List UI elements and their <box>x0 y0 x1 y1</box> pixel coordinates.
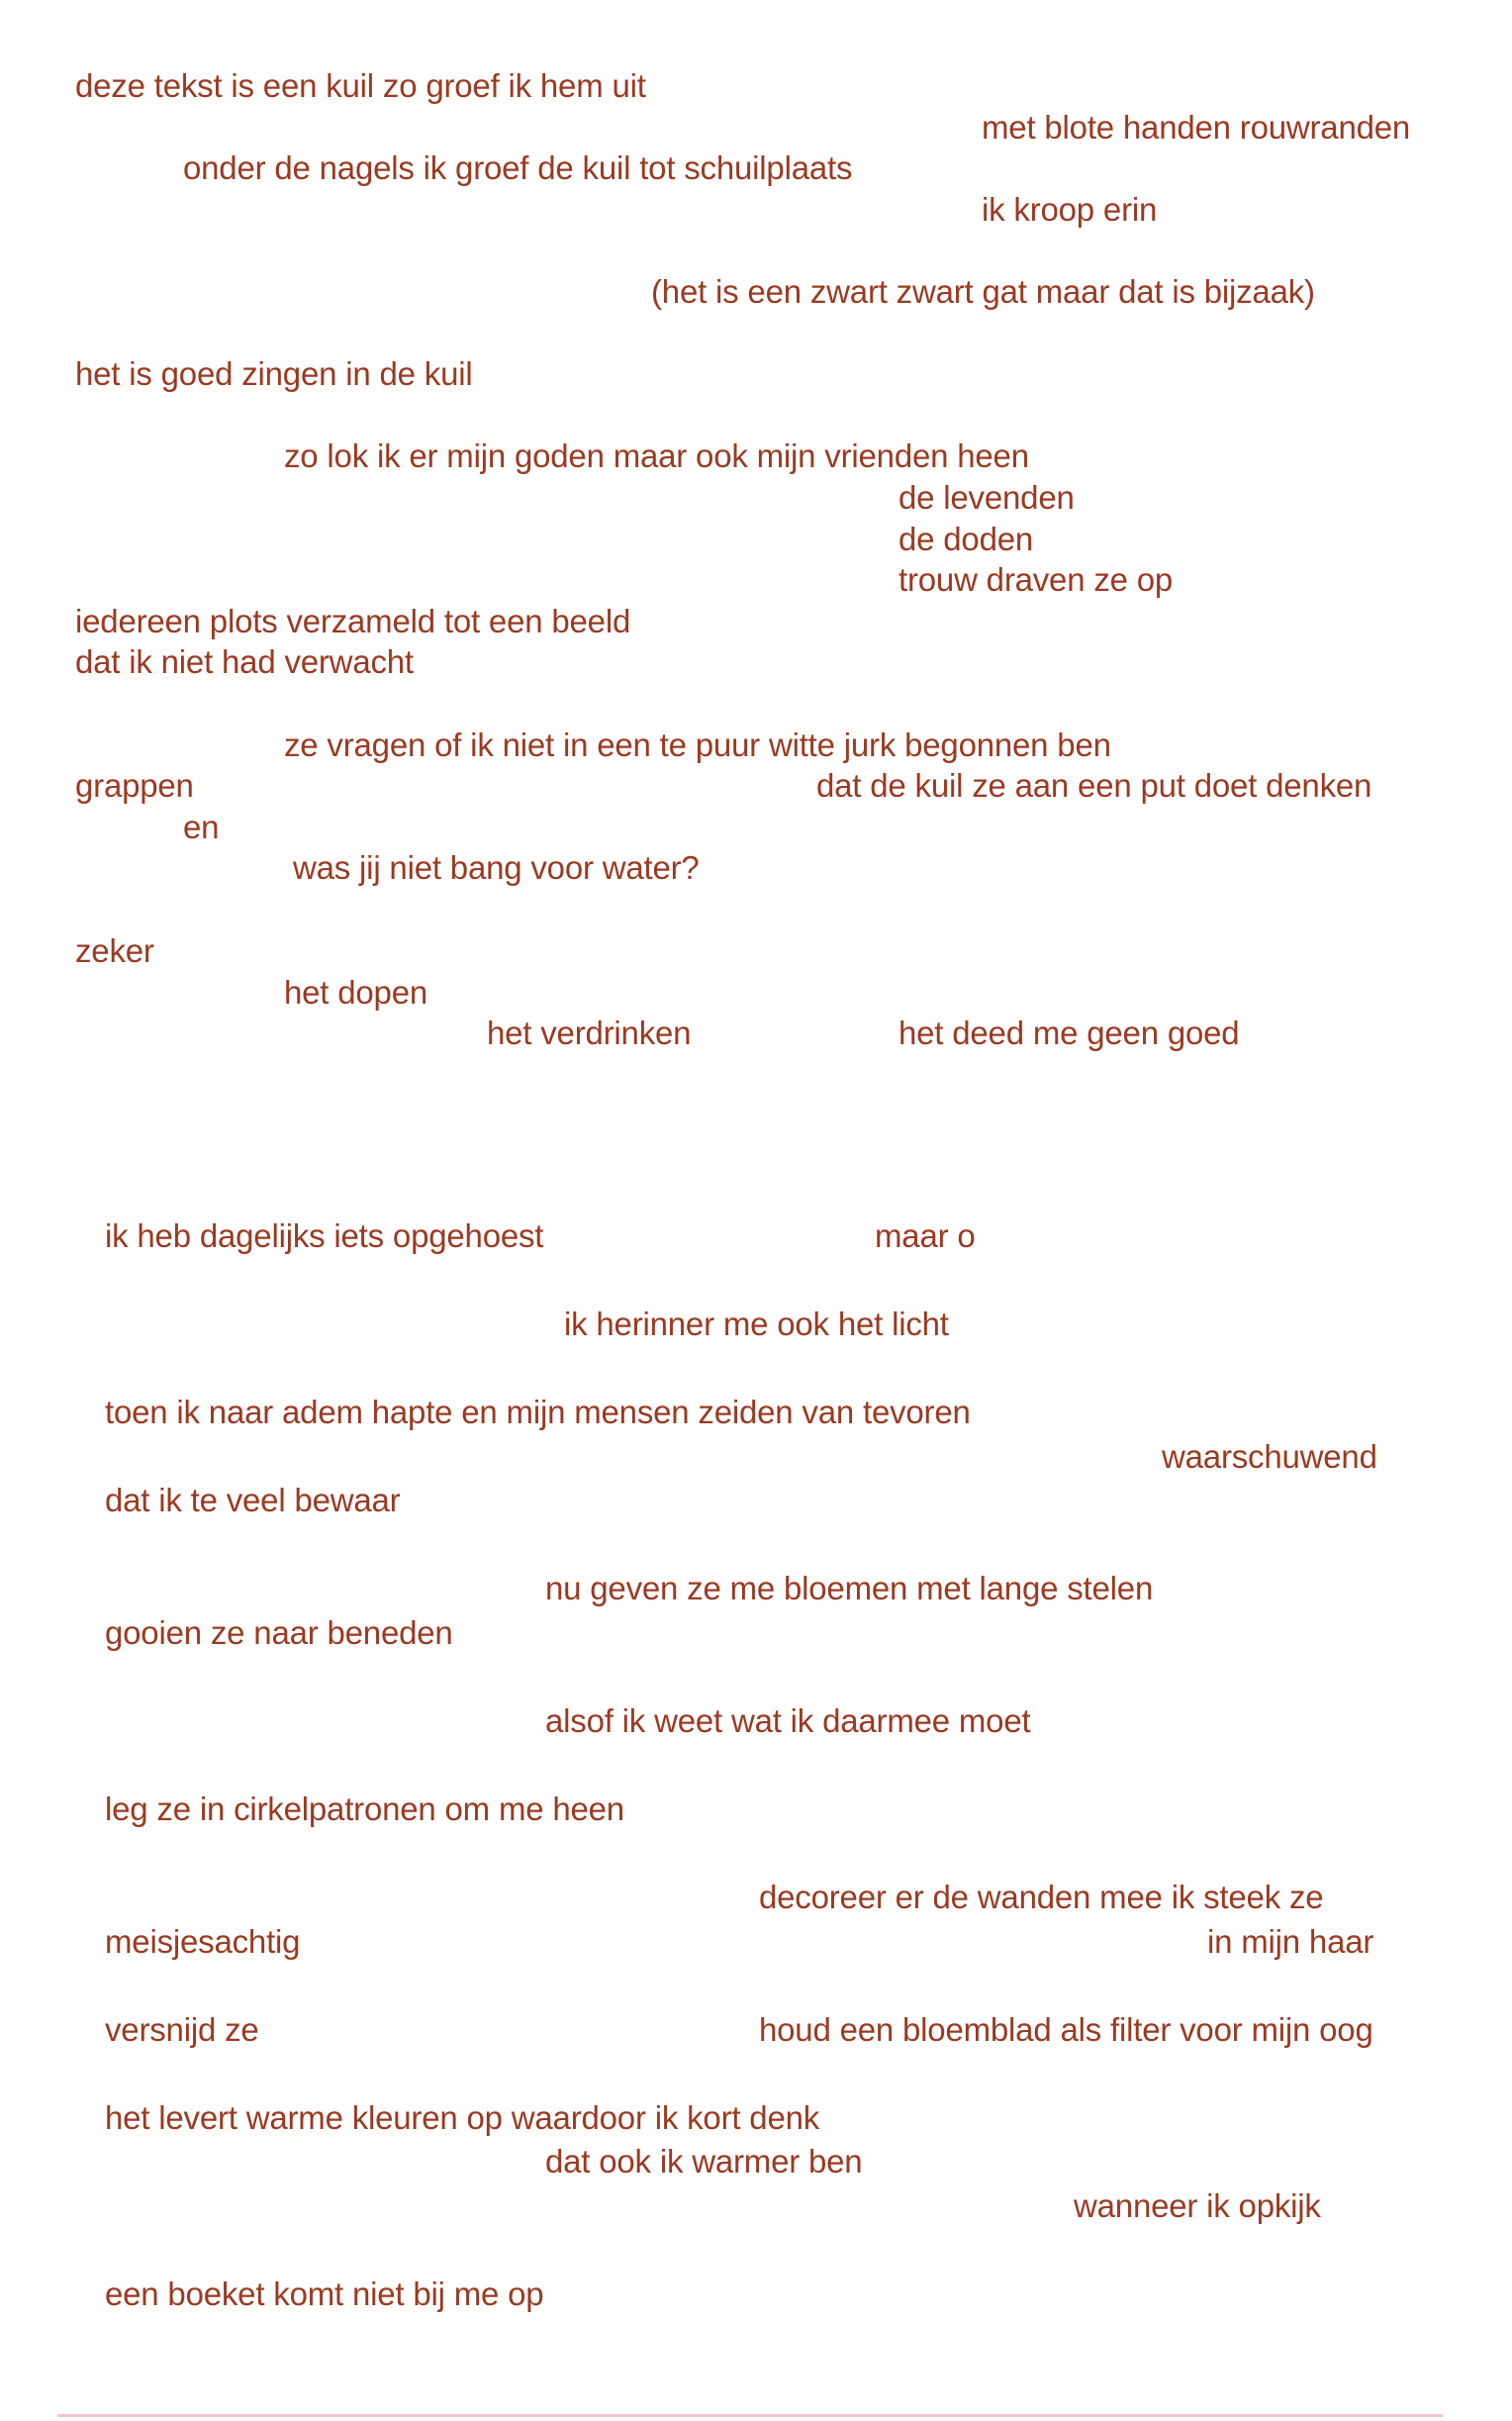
poem-line: ik kroop erin <box>982 191 1158 228</box>
poem-line: gooien ze naar beneden <box>105 1614 453 1651</box>
poem-line: ik heb dagelijks iets opgehoest <box>105 1217 544 1254</box>
poem-line: grappen <box>75 767 194 804</box>
poem-line: zeker <box>75 932 154 969</box>
poem-line: dat ik niet had verwacht <box>75 643 414 680</box>
poem-line: leg ze in cirkelpatronen om me heen <box>105 1791 624 1827</box>
poem-line: dat de kuil ze aan een put doet denken <box>816 767 1372 804</box>
poem-line: ik herinner me ook het licht <box>564 1306 949 1342</box>
poem-line: toen ik naar adem hapte en mijn mensen zeiden van tevoren <box>105 1394 971 1430</box>
poem-line: nu geven ze me bloemen met lange stelen <box>545 1570 1154 1606</box>
poem-line: in mijn haar <box>1207 1923 1374 1960</box>
poem-line: onder de nagels ik groef de kuil tot schuilplaats <box>183 149 853 186</box>
poem-line: een boeket komt niet bij me op <box>105 2276 544 2312</box>
poem-line: het levert warme kleuren op waardoor ik kort denk <box>105 2099 820 2136</box>
poem-line: maar o <box>875 1217 976 1254</box>
poem-line: alsof ik weet wat ik daarmee moet <box>545 1702 1031 1739</box>
poem-line: dat ook ik warmer ben <box>545 2143 863 2179</box>
poem-line: iedereen plots verzameld tot een beeld <box>75 603 631 639</box>
poem-line: dat ik te veel bewaar <box>105 1482 401 1518</box>
poem-line: zo lok ik er mijn goden maar ook mijn vrienden heen <box>284 437 1029 474</box>
poem-line: wanneer ik opkijk <box>1074 2187 1321 2224</box>
poem-line: deze tekst is een kuil zo groef ik hem uit <box>75 67 646 104</box>
poem-line: waarschuwend <box>1162 1438 1377 1475</box>
poem-line: het is goed zingen in de kuil <box>75 355 473 392</box>
poem-line: de levenden <box>898 479 1075 516</box>
poem-line: houd een bloemblad als filter voor mijn oog <box>759 2011 1373 2048</box>
poem-line: versnijd ze <box>105 2011 259 2048</box>
poem-line: trouw draven ze op <box>898 561 1174 598</box>
poem-line: (het is een zwart zwart gat maar dat is bijzaak) <box>651 273 1315 310</box>
poem-line: was jij niet bang voor water? <box>293 849 700 886</box>
poem-line: decoreer er de wanden mee ik steek ze <box>759 1879 1324 1915</box>
poem-line: meisjesachtig <box>105 1923 301 1960</box>
bottom-divider <box>57 2414 1443 2417</box>
poem-line: het deed me geen goed <box>898 1015 1240 1051</box>
poem-line: ze vragen of ik niet in een te puur witte jurk begonnen ben <box>284 726 1111 763</box>
poem-line: met blote handen rouwranden <box>982 109 1411 145</box>
poem-line: het verdrinken <box>487 1015 692 1051</box>
poem-line: en <box>183 809 220 845</box>
poem-line: het dopen <box>284 974 428 1011</box>
poem-line: de doden <box>898 521 1034 557</box>
